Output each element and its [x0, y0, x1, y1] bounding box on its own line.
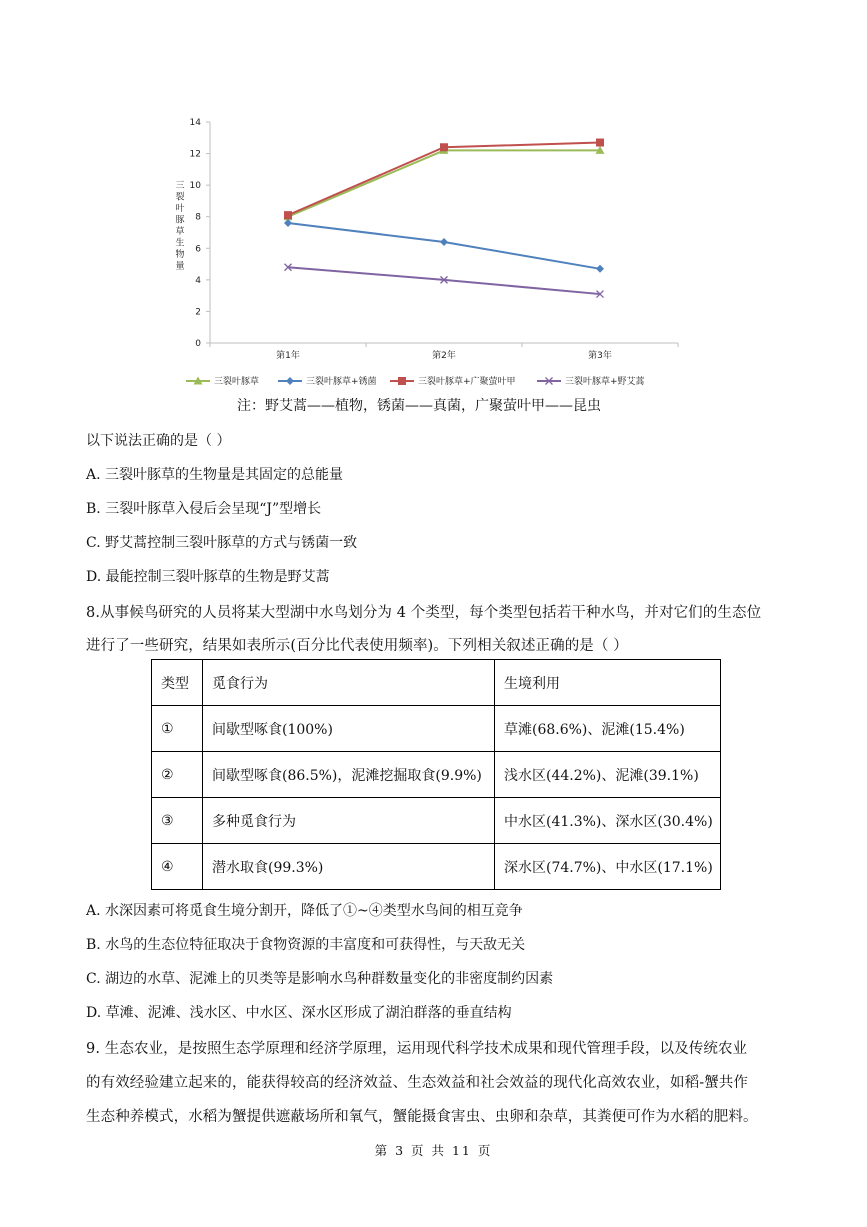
q9-line3: 生态种养模式，水稻为蟹提供遮蔽场所和氧气，蟹能摄食害虫、虫卵和杂草，其粪便可作为水稻的肥料。 [86, 1109, 758, 1125]
table-row [152, 752, 721, 798]
table-row [152, 844, 721, 890]
series-line [288, 150, 600, 216]
table-header: 觅食行为 [203, 660, 495, 706]
table-cell: ④ [152, 844, 203, 890]
legend-label: 三裂叶豚草+野艾蒿 [565, 377, 645, 387]
page-footer: 第 3 页 共 11 页 [374, 1143, 493, 1158]
x-tick-label: 第1年 [276, 351, 300, 361]
table-cell: ② [152, 752, 203, 798]
chart-note: 注：野艾蒿——植物，锈菌——真菌，广聚萤叶甲——昆虫 [237, 398, 601, 414]
table-cell: 多种觅食行为 [203, 798, 495, 844]
table-cell: 中水区(41.3%)、深水区(30.4%) [495, 798, 721, 844]
y-axis-label-char: 草 [175, 227, 185, 237]
table-cell: 草滩(68.6%)、泥滩(15.4%) [495, 706, 721, 752]
y-axis-label-char: 生 [175, 238, 185, 249]
y-tick-label: 4 [195, 275, 201, 286]
table-header: 生境利用 [495, 660, 721, 706]
q7-stem: 以下说法正确的是（ ） [86, 433, 231, 449]
y-axis-label-char: 豚 [175, 215, 185, 226]
q7-option-d: D. 最能控制三裂叶豚草的生物是野艾蒿 [86, 569, 330, 585]
y-tick-label: 8 [195, 212, 201, 223]
table-cell: 间歇型啄食(100%) [203, 706, 495, 752]
q7-option-c: C. 野艾蒿控制三裂叶豚草的方式与锈菌一致 [86, 535, 358, 551]
y-tick-label: 0 [195, 339, 201, 349]
y-tick-label: 12 [189, 149, 201, 160]
table-cell: 间歇型啄食(86.5%)，泥滩挖掘取食(9.9%) [203, 752, 495, 798]
q8-stem-line2: 进行了一些研究，结果如表所示(百分比代表使用频率)。下列相关叙述正确的是（ ） [86, 638, 628, 654]
legend-label: 三裂叶豚草 [214, 377, 260, 387]
q7-option-a: A. 三裂叶豚草的生物量是其固定的总能量 [86, 467, 344, 483]
legend-swatch-marker [286, 377, 294, 385]
table-cell: 潜水取食(99.3%) [203, 844, 495, 890]
table-cell: ③ [152, 798, 203, 844]
y-axis-label-char: 三 [175, 181, 185, 191]
legend-label: 三裂叶豚草+广聚萤叶甲 [418, 377, 516, 387]
data-point [596, 139, 604, 147]
biomass-line-chart [150, 108, 710, 408]
table-cell: 浅水区(44.2%)、泥滩(39.1%) [495, 752, 721, 798]
table-row [152, 798, 721, 844]
data-point [284, 211, 292, 219]
q9-line2: 的有效经验建立起来的，能获得较高的经济效益、生态效益和社会效益的现代化高效农业，如稻-蟹共作 [86, 1075, 748, 1091]
y-axis-label-char: 叶 [175, 204, 185, 214]
legend-label: 三裂叶豚草+锈菌 [306, 377, 377, 387]
niche-table [151, 659, 721, 890]
q8-stem-line1: 8.从事候鸟研究的人员将某大型湖中水鸟划分为 4 个类型，每个类型包括若干种水鸟，并对它们的生态位 [86, 605, 762, 621]
table-header: 类型 [152, 660, 203, 706]
data-point [440, 238, 448, 246]
y-tick-label: 10 [189, 181, 201, 192]
table-cell: 深水区(74.7%)、中水区(17.1%) [495, 844, 721, 890]
table-row [152, 706, 721, 752]
legend-swatch-marker [398, 377, 406, 385]
y-tick-label: 6 [195, 244, 201, 255]
table-cell: ① [152, 706, 203, 752]
y-axis-label-char: 裂 [175, 192, 185, 203]
x-tick-label: 第2年 [432, 351, 456, 361]
table-header-row [152, 660, 721, 706]
q9-line1: 9. 生态农业，是按照生态学原理和经济学原理，运用现代科学技术成果和现代管理手段，以及传统农业 [86, 1041, 748, 1057]
q8-option-a: A. 水深因素可将觅食生境分割开，降低了①~④类型水鸟间的相互竞争 [86, 903, 523, 919]
data-point [440, 143, 448, 151]
q8-option-d: D. 草滩、泥滩、浅水区、中水区、深水区形成了湖泊群落的垂直结构 [86, 1005, 512, 1021]
x-tick-label: 第3年 [588, 351, 612, 361]
data-point [596, 265, 604, 273]
y-tick-label: 2 [195, 307, 201, 318]
q7-option-b: B. 三裂叶豚草入侵后会呈现“J”型增长 [86, 501, 322, 517]
q8-option-b: B. 水鸟的生态位特征取决于食物资源的丰富度和可获得性，与天敌无关 [86, 937, 526, 953]
q8-option-c: C. 湖边的水草、泥滩上的贝类等是影响水鸟种群数量变化的非密度制约因素 [86, 971, 554, 987]
y-axis-label-char: 量 [175, 261, 185, 272]
y-axis-label-char: 物 [175, 250, 185, 260]
y-tick-label: 14 [189, 118, 201, 128]
data-point [284, 219, 292, 227]
